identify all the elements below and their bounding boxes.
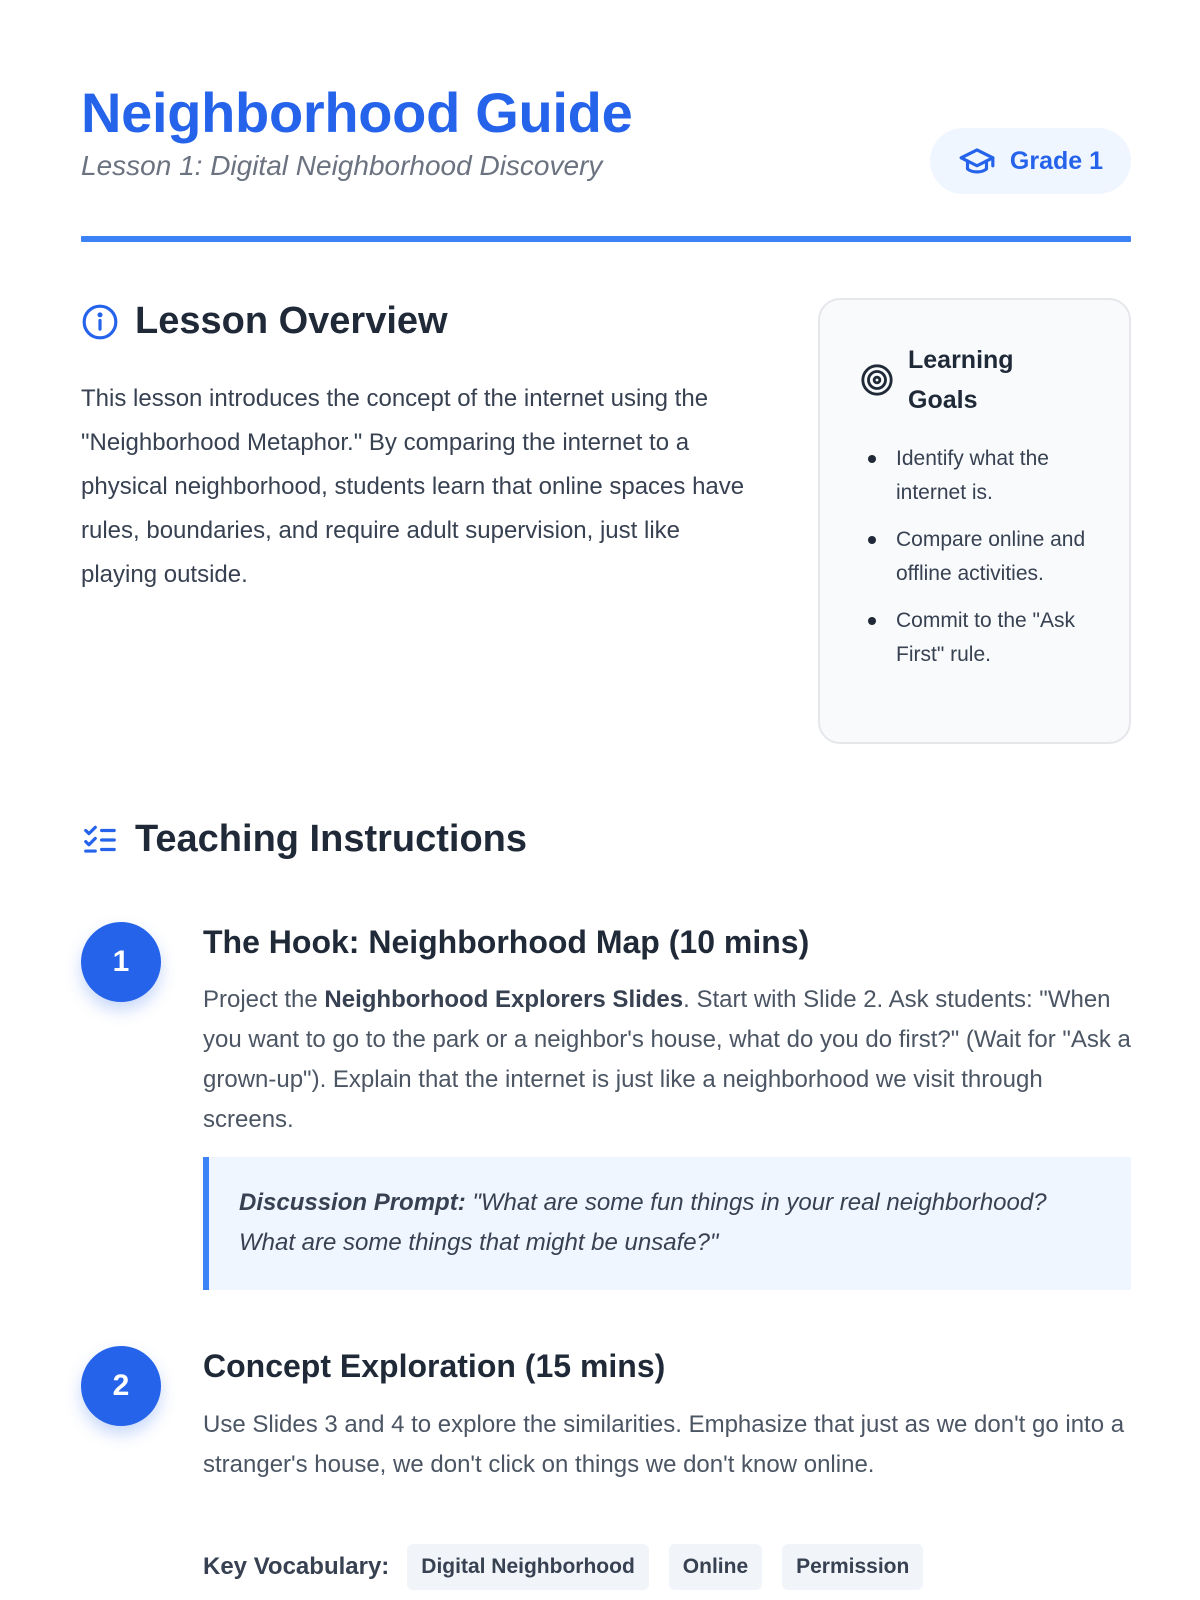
- target-icon: [860, 363, 894, 397]
- grade-badge: [930, 128, 1131, 194]
- overview-heading: [81, 300, 448, 343]
- step-body-1: [203, 980, 1133, 1140]
- step-title-1: The Hook: Neighborhood Map (10 mins): [203, 924, 810, 960]
- goal-item: Identify what the internet is.: [860, 442, 1099, 510]
- overview-title: Lesson Overview: [135, 300, 448, 342]
- checklist-icon: [81, 821, 119, 859]
- step-body-2: Use Slides 3 and 4 to explore the similarities. Emphasize that just as we don't go into a stranger's house, we don't click on things we don't know online.: [203, 1411, 1125, 1478]
- info-icon: [81, 303, 119, 341]
- graduation-cap-icon: [958, 142, 996, 180]
- vocab-label: Key Vocabulary:: [203, 1553, 390, 1580]
- instructions-title: Teaching Instructions: [135, 818, 528, 860]
- slides-reference: Neighborhood Explorers Slides: [324, 986, 684, 1013]
- instructions-heading: [81, 818, 527, 861]
- lesson-subtitle: Lesson 1: Digital Neighborhood Discovery: [81, 150, 603, 181]
- goal-item: Commit to the "Ask First" rule.: [860, 604, 1099, 672]
- grade-label: Grade 1: [1009, 146, 1103, 175]
- learning-goals-card: [818, 298, 1131, 744]
- step-number-1: 1: [81, 922, 161, 1002]
- step-title-2: Concept Exploration (15 mins): [203, 1348, 666, 1384]
- goal-item: Compare online and offline activities.: [860, 523, 1099, 591]
- prompt-text: "What are some fun things in your real neighborhood? What are some things that might be unsafe?": [239, 1189, 1047, 1256]
- prompt-label: Discussion Prompt:: [239, 1189, 466, 1216]
- step-body-text: . Start with Slide 2. Ask students: "When you want to go to the park or a neighbor's house, what do you do first?" (Wait for "Ask a grown-up"). Explain that the internet is just like a neighborhood we visit through screens.: [203, 986, 1131, 1133]
- step-body-text: Project the: [203, 986, 325, 1013]
- page-header: [81, 80, 1131, 240]
- key-vocabulary: [203, 1544, 923, 1590]
- discussion-prompt: [203, 1157, 1131, 1290]
- header-divider: [81, 236, 1131, 242]
- vocab-chip: Permission: [782, 1544, 923, 1590]
- vocab-chip: Digital Neighborhood: [407, 1544, 648, 1590]
- vocab-chip: Online: [669, 1544, 762, 1590]
- goals-heading: [860, 340, 1099, 420]
- goals-list: [860, 442, 1099, 672]
- page-title: Neighborhood Guide: [81, 81, 633, 144]
- goals-title: Learning Goals: [908, 346, 1014, 414]
- step-number-2: 2: [81, 1346, 161, 1426]
- overview-text: This lesson introduces the concept of the internet using the "Neighborhood Metaphor." By comparing the internet to a physical neighborhood, students learn that online spaces have rules, boundaries, and require adult supervision, just like playing outside.: [81, 385, 745, 588]
